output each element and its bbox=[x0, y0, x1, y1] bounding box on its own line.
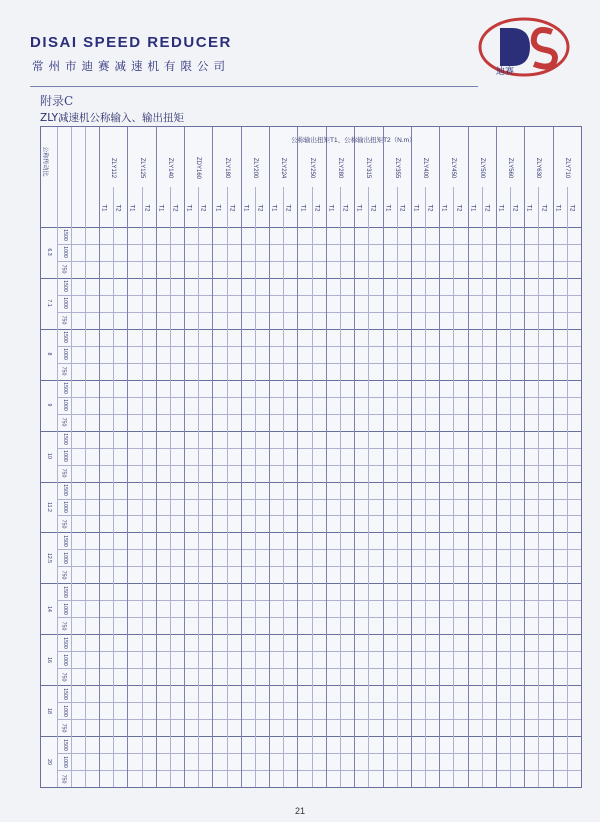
table-col-line bbox=[439, 127, 440, 787]
model-header: ZLY200 bbox=[251, 157, 258, 179]
brand-name: DISAI SPEED REDUCER bbox=[30, 34, 232, 51]
input-speed: 750 bbox=[60, 774, 67, 783]
table-col-line bbox=[397, 187, 398, 787]
table-col-line bbox=[453, 187, 454, 787]
input-speed: 750 bbox=[60, 621, 67, 631]
model-header: ZLY560 bbox=[507, 157, 514, 179]
input-speed: 1000 bbox=[61, 246, 68, 259]
torque-subheader: T1 bbox=[157, 204, 164, 212]
input-speed: 1000 bbox=[61, 348, 68, 361]
ratio-label: 7.1 bbox=[46, 299, 52, 307]
header-divider bbox=[30, 86, 478, 87]
table-row-line bbox=[57, 668, 581, 669]
input-speed: 750 bbox=[60, 672, 67, 682]
table-col-line bbox=[354, 127, 355, 787]
torque-subheader: T1 bbox=[100, 204, 107, 212]
table-row-line bbox=[41, 787, 581, 788]
ratio-label: 16 bbox=[46, 656, 52, 663]
model-header: ZLY180 bbox=[223, 157, 230, 179]
input-speed: 750 bbox=[60, 519, 67, 529]
torque-subheader: T2 bbox=[171, 204, 178, 212]
model-header: ZLY125 bbox=[138, 157, 145, 179]
input-speed: 1500 bbox=[61, 586, 68, 598]
input-speed: 1000 bbox=[61, 501, 68, 513]
appendix-label: 附录C bbox=[40, 94, 74, 108]
table-row-line bbox=[57, 346, 581, 347]
table-col-line bbox=[184, 127, 185, 787]
input-speed: 1500 bbox=[61, 331, 68, 344]
table-col-line bbox=[567, 187, 568, 787]
input-speed: 750 bbox=[60, 316, 67, 325]
table-row-line bbox=[57, 261, 581, 262]
torque-table bbox=[40, 126, 582, 788]
table-row-line bbox=[57, 702, 581, 703]
input-speed: 750 bbox=[60, 468, 67, 478]
table-col-line bbox=[383, 127, 384, 787]
ratio-label: 10 bbox=[46, 453, 52, 459]
input-speed: 750 bbox=[60, 570, 67, 580]
table-col-line bbox=[170, 187, 171, 787]
company-name: 常州市迪赛减速机有限公司 bbox=[32, 59, 230, 73]
table-row-line bbox=[57, 515, 581, 516]
torque-header: 公称输出扭矩T1、公称输出扭矩T2（N.m） bbox=[291, 137, 416, 144]
table-row-line bbox=[57, 465, 581, 466]
table-title: ZLY减速机公称输入、输出扭矩 bbox=[40, 112, 185, 124]
input-speed: 1500 bbox=[61, 382, 68, 394]
model-header: ZLY355 bbox=[393, 157, 400, 179]
input-speed: 1500 bbox=[61, 535, 68, 547]
table-col-line bbox=[283, 187, 284, 787]
torque-subheader: T2 bbox=[256, 204, 263, 212]
torque-subheader: T1 bbox=[412, 204, 419, 212]
table-col-line bbox=[312, 187, 313, 787]
table-row-line bbox=[57, 549, 581, 550]
company-logo bbox=[478, 16, 570, 78]
torque-subheader: T1 bbox=[327, 204, 334, 212]
torque-subheader: T2 bbox=[143, 204, 150, 212]
ratio-label: 18 bbox=[46, 707, 52, 714]
table-row-line bbox=[57, 617, 581, 618]
model-header: ZLY224 bbox=[280, 157, 287, 179]
ratio-label: 9 bbox=[46, 403, 52, 407]
ratio-header: 公称传动比 bbox=[41, 146, 48, 177]
torque-subheader: T1 bbox=[384, 204, 391, 212]
input-speed: 1500 bbox=[61, 636, 68, 649]
table-col-line bbox=[255, 187, 256, 787]
table-row-line bbox=[57, 414, 581, 415]
torque-subheader: T1 bbox=[270, 204, 277, 212]
torque-subheader: T1 bbox=[440, 204, 447, 212]
table-col-line bbox=[468, 127, 469, 787]
ratio-label: 14 bbox=[46, 605, 52, 612]
table-col-line bbox=[113, 187, 114, 787]
input-speed: 1500 bbox=[61, 229, 68, 242]
torque-subheader: T2 bbox=[483, 204, 490, 212]
table-row-line bbox=[57, 499, 581, 500]
table-col-line bbox=[510, 187, 511, 787]
torque-subheader: T1 bbox=[355, 204, 362, 212]
torque-subheader: T2 bbox=[369, 204, 376, 212]
torque-subheader: T2 bbox=[511, 204, 518, 212]
input-speed: 1500 bbox=[61, 280, 68, 293]
table-col-line bbox=[85, 127, 86, 787]
input-speed: 1500 bbox=[61, 484, 68, 496]
table-col-line bbox=[482, 187, 483, 787]
table-row-line bbox=[57, 448, 581, 449]
input-speed: 1500 bbox=[61, 433, 68, 445]
torque-subheader: T1 bbox=[469, 204, 476, 212]
table-col-line bbox=[71, 127, 72, 787]
torque-subheader: T2 bbox=[228, 204, 235, 212]
torque-subheader: T1 bbox=[185, 204, 192, 212]
torque-subheader: T2 bbox=[426, 204, 433, 212]
torque-subheader: T1 bbox=[497, 204, 504, 212]
table-col-line bbox=[198, 187, 199, 787]
table-col-line bbox=[411, 127, 412, 787]
table-col-line bbox=[326, 127, 327, 787]
table-col-line bbox=[340, 187, 341, 787]
table-col-line bbox=[227, 187, 228, 787]
page-number: 21 bbox=[294, 806, 305, 816]
input-speed: 1000 bbox=[61, 297, 68, 310]
input-speed: 750 bbox=[60, 417, 67, 427]
table-col-line bbox=[297, 127, 298, 787]
torque-subheader: T2 bbox=[114, 204, 121, 212]
table-row-line bbox=[57, 397, 581, 398]
ratio-label: 8 bbox=[46, 352, 52, 356]
torque-subheader: T2 bbox=[284, 204, 291, 212]
table-col-line bbox=[156, 127, 157, 787]
input-speed: 1500 bbox=[61, 738, 68, 751]
input-speed: 750 bbox=[60, 366, 67, 376]
table-col-line bbox=[212, 127, 213, 787]
table-row-line bbox=[57, 312, 581, 313]
ratio-label: 6.3 bbox=[46, 248, 52, 257]
table-col-line bbox=[524, 127, 525, 787]
model-header: ZLY450 bbox=[450, 157, 457, 179]
torque-subheader: T1 bbox=[554, 204, 561, 212]
torque-subheader: T2 bbox=[341, 204, 348, 212]
torque-subheader: T2 bbox=[540, 204, 547, 212]
torque-subheader: T1 bbox=[299, 204, 306, 212]
ratio-label: 20 bbox=[46, 758, 52, 765]
input-speed: 1000 bbox=[61, 552, 68, 564]
table-row-line bbox=[57, 295, 581, 296]
table-col-line bbox=[538, 187, 539, 787]
input-speed: 1000 bbox=[61, 399, 68, 411]
torque-subheader: T1 bbox=[525, 204, 532, 212]
input-speed: 1000 bbox=[61, 653, 68, 666]
table-row-line bbox=[57, 566, 581, 567]
model-header: ZLY630 bbox=[535, 157, 542, 179]
input-speed: 1000 bbox=[61, 755, 68, 768]
ratio-label: 12.5 bbox=[46, 552, 52, 563]
input-speed: 750 bbox=[60, 265, 67, 274]
torque-subheader: T1 bbox=[214, 204, 221, 212]
model-header: ZLY280 bbox=[337, 157, 343, 179]
logo-caption: 迪赛 bbox=[496, 67, 515, 77]
torque-subheader: T1 bbox=[128, 204, 135, 212]
ratio-label: 11.2 bbox=[46, 502, 52, 512]
model-header: ZLY315 bbox=[365, 157, 372, 179]
input-speed: 1000 bbox=[61, 450, 68, 462]
model-header: ZLY500 bbox=[478, 157, 485, 179]
model-header: ZLY140 bbox=[166, 157, 173, 179]
table-col-line bbox=[57, 127, 58, 787]
model-header: ZLY710 bbox=[563, 157, 570, 179]
table-col-line bbox=[99, 127, 100, 787]
table-row-line bbox=[57, 363, 581, 364]
table-col-line bbox=[553, 127, 554, 787]
table-row-line bbox=[57, 244, 581, 245]
table-row-line bbox=[57, 651, 581, 652]
torque-subheader: T2 bbox=[313, 204, 320, 212]
input-speed: 1000 bbox=[61, 603, 68, 615]
table-col-line bbox=[581, 127, 582, 787]
torque-subheader: T2 bbox=[568, 204, 575, 212]
input-speed: 1000 bbox=[61, 704, 68, 717]
table-col-line bbox=[425, 187, 426, 787]
table-col-line bbox=[269, 127, 270, 787]
model-header: ZLY400 bbox=[422, 157, 429, 179]
table-row-line bbox=[57, 600, 581, 601]
torque-subheader: T1 bbox=[242, 204, 249, 212]
model-header: ZLY112 bbox=[110, 157, 117, 179]
table-col-line bbox=[241, 127, 242, 787]
table-row-line bbox=[57, 770, 581, 771]
table-col-line bbox=[142, 187, 143, 787]
table-col-line bbox=[496, 127, 497, 787]
torque-subheader: T2 bbox=[455, 204, 462, 212]
table-col-line bbox=[127, 127, 128, 787]
input-speed: 1500 bbox=[61, 687, 68, 700]
table-row-line bbox=[57, 753, 581, 754]
table-row-line bbox=[57, 719, 581, 720]
input-speed: 750 bbox=[60, 723, 67, 732]
table-col-line bbox=[368, 187, 369, 787]
torque-subheader: T2 bbox=[199, 204, 206, 212]
model-header: ZLY250 bbox=[308, 157, 315, 179]
torque-subheader: T2 bbox=[398, 204, 405, 212]
model-header: ZDY160 bbox=[195, 156, 202, 179]
